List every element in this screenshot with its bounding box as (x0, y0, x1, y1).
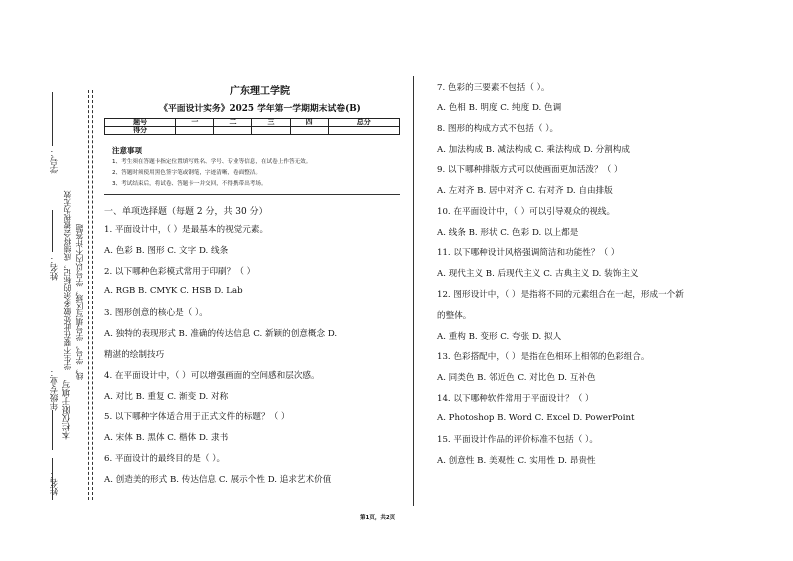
score-header-cell: 三 (252, 119, 290, 127)
student-id-label: 学号： (50, 148, 60, 174)
question-line: 7. 色彩的三要素不包括（ ）。 (437, 83, 550, 93)
binding-warning-1: 学生不要在此处做多余的标记，成绩将会被视为无效 (63, 190, 72, 370)
notice-item: 1、考生须在答题卡指定位置填写姓名、学号、专业等信息，在试卷上作答无效。 (112, 159, 312, 165)
question-line: 6. 平面设计的最终目的是（ ）。 (104, 454, 226, 464)
score-cell[interactable] (214, 127, 252, 135)
score-cell[interactable] (328, 127, 399, 135)
question-line: 13. 色彩搭配中，（ ）是指在色相环上相邻的色彩组合。 (437, 352, 650, 362)
option-line: A. 独特的表现形式 B. 准确的传达信息 C. 新颖的创意概念 D. (104, 329, 338, 339)
score-cell[interactable] (290, 127, 328, 135)
school-name: 广东理工学院 (230, 86, 290, 97)
binding-warning-2: 线，学号，学号填写区域，学号以内不许答题 (75, 224, 84, 380)
class-line (52, 410, 53, 450)
page-footer: 第1页，共2页 (360, 515, 396, 521)
option-line: 精湛的绘制技巧 (104, 350, 165, 360)
binding-cut-line (88, 90, 89, 500)
exam-title: 《平面设计实务》2025 学年第一学期期末试卷(B) (159, 104, 361, 114)
question-line: 12. 图形设计中，（ ）是指将不同的元素组合在一起，形成一个新 (437, 290, 684, 300)
question-line: 5. 以下哪种字体适合用于正式文件的标题？（ ） (104, 412, 290, 422)
option-line: A. 重构 B. 变形 C. 夸张 D. 拟人 (437, 332, 562, 342)
option-line: A. 左对齐 B. 居中对齐 C. 右对齐 D. 自由排版 (437, 186, 613, 196)
option-line: A. 创造美的形式 B. 传达信息 C. 展示个性 D. 追求艺术价值 (104, 475, 332, 485)
question-line: 2. 以下哪种色彩模式常用于印刷？（ ） (104, 267, 256, 277)
question-line: 4. 在平面设计中，（ ）可以增强画面的空间感和层次感。 (104, 371, 320, 381)
notice-item: 2、答题时须使用黑色签字笔或钢笔，字迹清晰，卷面整洁。 (112, 170, 261, 176)
option-line: A. 加法构成 B. 减法构成 C. 乘法构成 D. 分割构成 (437, 145, 630, 155)
section-title: 一、单项选择题（每题 2 分，共 30 分） (104, 207, 268, 217)
class-note: 本栏仅限于填写 (62, 380, 72, 440)
notice-divider (104, 194, 400, 195)
option-line: A. 宋体 B. 黑体 C. 楷体 D. 隶书 (104, 433, 229, 443)
name2-line (52, 458, 53, 500)
option-line: A. 创意性 B. 美观性 C. 实用性 D. 昂贵性 (437, 456, 596, 466)
class-label: 年级专业： (50, 368, 60, 411)
question-line: 15. 平面设计作品的评价标准不包括（ ）。 (437, 435, 598, 445)
score-cell[interactable] (176, 127, 214, 135)
option-line: A. 线条 B. 形状 C. 色彩 D. 以上都是 (437, 228, 579, 238)
option-line: A. 色相 B. 明度 C. 纯度 D. 色调 (437, 103, 562, 113)
score-row-label: 得分 (105, 127, 176, 135)
question-line: 的整体。 (437, 311, 472, 321)
option-line: A. RGB B. CMYK C. HSB D. Lab (104, 286, 243, 296)
option-line: A. Photoshop B. Word C. Excel D. PowerPoint (437, 413, 635, 423)
name2-label: 姓名： (50, 470, 60, 496)
notice-item: 3、考试结束后，将试卷、答题卡一并交回，不得携带出考场。 (112, 181, 267, 187)
question-line: 10. 在平面设计中，（ ）可以引导观众的视线。 (437, 207, 616, 217)
score-header-cell: 题号 (105, 119, 176, 127)
score-header-cell: 二 (214, 119, 252, 127)
student-id-line (52, 92, 53, 146)
binding-cut-line-2 (92, 90, 93, 500)
question-line: 8. 图形的构成方式不包括（ ）。 (437, 124, 559, 134)
question-line: 11. 以下哪种设计风格强调简洁和功能性？（ ） (437, 248, 620, 258)
option-line: A. 现代主义 B. 后现代主义 C. 古典主义 D. 装饰主义 (437, 269, 639, 279)
score-table (104, 118, 400, 135)
score-table-score-row (105, 127, 400, 135)
option-line: A. 色彩 B. 图形 C. 文字 D. 线条 (104, 246, 229, 256)
name-line (52, 210, 53, 252)
score-header-cell: 一 (176, 119, 214, 127)
column-divider (413, 76, 414, 506)
question-line: 9. 以下哪种排版方式可以使画面更加活泼？（ ） (437, 165, 623, 175)
option-line: A. 同类色 B. 邻近色 C. 对比色 D. 互补色 (437, 373, 596, 383)
question-line: 14. 以下哪种软件常用于平面设计？（ ） (437, 394, 594, 404)
question-line: 1. 平面设计中，（ ）是最基本的视觉元素。 (104, 225, 269, 235)
notice-title: 注意事项 (112, 146, 142, 155)
score-cell[interactable] (252, 127, 290, 135)
name-label: 姓名： (50, 255, 60, 281)
score-header-cell: 总分 (328, 119, 399, 127)
score-table-header-row (105, 119, 400, 127)
option-line: A. 对比 B. 重复 C. 渐变 D. 对称 (104, 392, 229, 402)
question-line: 3. 图形创意的核心是（ ）。 (104, 308, 208, 318)
score-header-cell: 四 (290, 119, 328, 127)
